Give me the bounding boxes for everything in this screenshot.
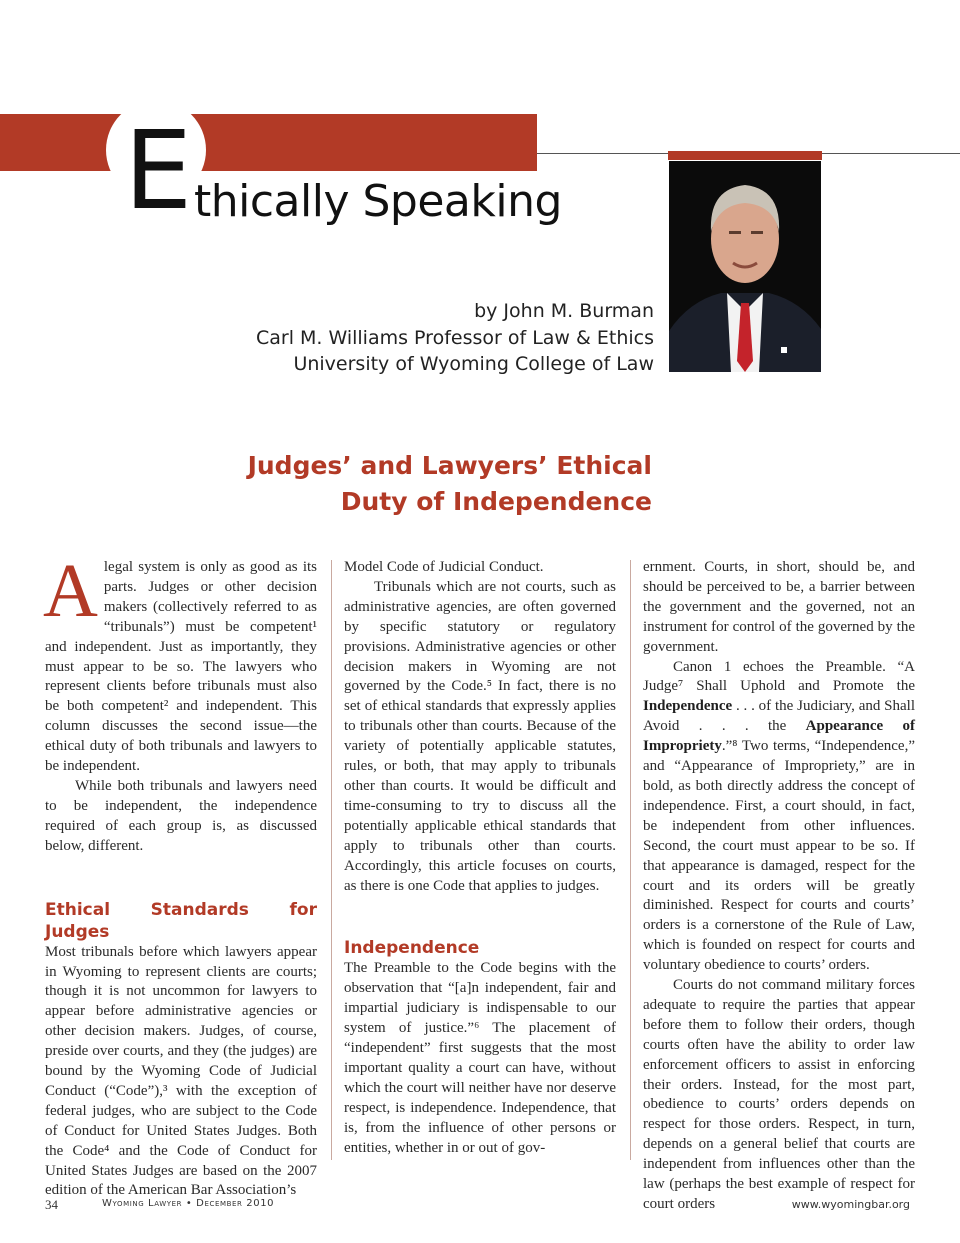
publication-name: Wyoming Lawyer • December 2010 xyxy=(102,1198,275,1209)
column-2 xyxy=(344,558,616,1158)
website-link[interactable]: www.wyomingbar.org xyxy=(791,1198,910,1211)
title-initial: E xyxy=(124,109,193,234)
col2-paragraph-3: The Preamble to the Code begins with the observation that “[a]n independent, fair and impartial judiciary is indispensable to our system of justice.”⁶ The placement of “independent” first suggests that the most important quality a court can have, without which the court will neither have nor deserve respect, is independence. Independence, that is, from the influence of other persons or entities, whether in or out of gov- xyxy=(344,960,616,1156)
article-title-line2: Duty of Independence xyxy=(340,487,652,516)
col2-paragraph-2: Tribunals which are not courts, such as administrative agencies, are often governed by specific statutory or regulatory provisions. Administrative agencies or other decision makers in Wyoming are not governed by the Code.⁵ In fact, there is no set of ethical standards that expressly applies to tribunals other than courts. Because of the variety of potentially applicable statutes, rules, or both, that may apply to tribunals other than courts. It would be difficult and time-consuming to try to discuss all the potentially applicable ethical standards that apply to tribunals other than courts. Accordingly, this article focuses on courts, as there is one Code that applies to judges. xyxy=(344,578,616,894)
drop-cap: A xyxy=(43,549,98,633)
col2-paragraph-1: Model Code of Judicial Conduct. xyxy=(344,559,544,575)
column-1 xyxy=(43,549,317,1201)
header-red-bar xyxy=(0,114,537,171)
col1-paragraph-3: Most tribunals before which lawyers appear in Wyoming to represent clients are courts; though it is not uncommon for lawyers to appear before administrative agencies or other decision makers. Judges, of course, preside over courts, and they (the judges) are bound by the Wyoming Code of Judicial Conduct (“Code”),³ with the exception of federal judges, who are subject to the Code of Conduct for United States Judges. Both the Code⁴ and the Code of Conduct for United States Judges are based on the 2007 edition of the American Bar Association’s xyxy=(45,943,317,1199)
col3-paragraph-3: Courts do not command military forces adequate to require the parties that appear before them to follow their orders, though courts often have the ability to order law enforcement officers to assist in enforcing their orders. Instead, for the most part, obedience to courts’ orders depends on respect for those orders. Respect, in turn, depends on a general belief that courts are independent from influences other than the law (perhaps the best example of respect for court orders xyxy=(643,977,915,1212)
col3-paragraph-2: Canon 1 echoes the Preamble. “A Judge⁷ Shall Uphold and Promote the Independence . . . of the Judiciary, and Shall Avoid . . . the Appearance of Impropriety.”⁸ Two terms, “Independence,” and “Appearance of Impropriety,” are in bold, as both directly address the concept of independence. First, a court should, in fact, be independent from other influences. Second, the court must appear to be so. If that appearance is damaged, respect for the court and its orders will be greatly diminished. Respect for courts and courts’ orders is a cornerstone of the Rule of Law, which is founded on respect for courts and voluntary obedience to courts’ orders. xyxy=(643,658,915,974)
author-name: by John M. Burman xyxy=(474,300,654,322)
article-title xyxy=(200,448,652,520)
page-title: thically Speaking xyxy=(194,176,562,227)
author-photo xyxy=(669,161,821,372)
column-divider-2 xyxy=(630,560,631,1160)
page-number: 34 xyxy=(45,1197,58,1212)
author-affiliation: University of Wyoming College of Law xyxy=(293,353,654,375)
author-title: Carl M. Williams Professor of Law & Ethics xyxy=(255,326,654,349)
author-portrait-icon xyxy=(669,161,821,372)
article-title-line1: Judges’ and Lawyers’ Ethical xyxy=(247,451,652,480)
column-divider-1 xyxy=(331,560,332,1160)
photo-top-bar xyxy=(668,151,822,160)
section-heading-ethical-standards: Ethical Standards for Judges xyxy=(45,899,317,942)
col1-paragraph-2: While both tribunals and lawyers need to be independent, the independence required of each group is, as discussed below, different. xyxy=(45,777,317,854)
section-heading-independence: Independence xyxy=(344,938,480,959)
byline xyxy=(200,298,654,378)
column-3 xyxy=(643,558,915,1215)
intro-paragraph: Alegal system is only as good as its parts. Judges or other decision makers (collectively referred to as “tribunals”) must be competent¹ and independent. Just as importantly, they must appear to be so. The lawyers who represent clients before tribunals must also be both competent² and independent. This column discusses the second issue—the ethical duty of both tribunals and lawyers to be independent. xyxy=(43,549,317,775)
col3-paragraph-1: ernment. Courts, in short, should be, and should be perceived to be, a barrier between the government and the governed, not an instrument for control of the governed by the government. xyxy=(643,559,915,655)
